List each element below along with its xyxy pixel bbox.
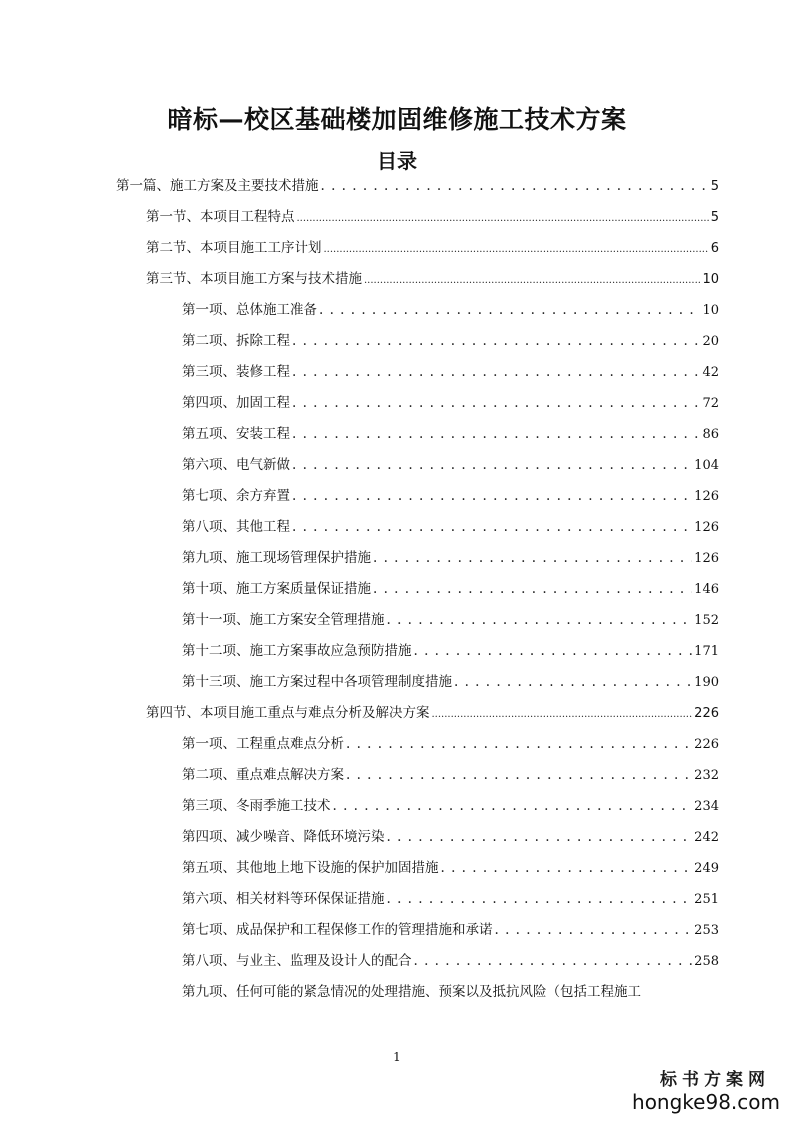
dot-leader bbox=[324, 236, 709, 262]
toc-entry[interactable] bbox=[146, 267, 719, 291]
toc-entry-page: 5 bbox=[710, 210, 719, 225]
toc-entry[interactable] bbox=[182, 980, 727, 1004]
toc-entry-page: 72 bbox=[702, 396, 719, 411]
watermark-url: hongke98.com bbox=[632, 1090, 780, 1114]
toc-entry-label: 第四项、加固工程 bbox=[182, 395, 290, 411]
toc-entry[interactable] bbox=[182, 453, 719, 477]
toc-entry-label: 第一节、本项目工程特点 bbox=[146, 209, 295, 225]
dot-leader bbox=[373, 546, 692, 570]
toc-entry-page: 171 bbox=[694, 644, 719, 659]
toc-entry[interactable] bbox=[116, 174, 719, 198]
dot-leader bbox=[495, 918, 693, 942]
toc-heading: 目录 bbox=[377, 149, 417, 173]
toc-entry[interactable] bbox=[182, 391, 719, 415]
dot-leader bbox=[387, 887, 693, 911]
toc-entry[interactable] bbox=[182, 825, 719, 849]
toc-entry-label: 第一项、总体施工准备 bbox=[182, 302, 317, 318]
dot-leader bbox=[292, 453, 692, 477]
dot-leader bbox=[333, 794, 693, 818]
toc-entry[interactable] bbox=[182, 515, 719, 539]
toc-entry-label: 第七项、成品保护和工程保修工作的管理措施和承诺 bbox=[182, 922, 493, 938]
toc-entry[interactable] bbox=[182, 887, 719, 911]
toc-entry-label: 第四项、减少噪音、降低环境污染 bbox=[182, 829, 385, 845]
toc-entry[interactable] bbox=[182, 329, 719, 353]
toc-entry-page: 226 bbox=[694, 706, 719, 721]
dot-leader bbox=[387, 608, 693, 632]
dot-leader bbox=[292, 515, 692, 539]
toc-entry-page: 226 bbox=[694, 737, 719, 752]
toc-entry[interactable] bbox=[182, 856, 719, 880]
toc-entry-page: 234 bbox=[694, 799, 719, 814]
toc-entry[interactable] bbox=[146, 205, 719, 229]
toc-entry-label: 第十二项、施工方案事故应急预防措施 bbox=[182, 643, 412, 659]
toc-entry[interactable] bbox=[182, 608, 719, 632]
toc-entry-label: 第八项、其他工程 bbox=[182, 519, 290, 535]
toc-entry-page: 86 bbox=[702, 427, 719, 442]
toc-entry-page: 10 bbox=[702, 272, 719, 287]
toc-entry-label: 第五项、其他地上地下设施的保护加固措施 bbox=[182, 860, 439, 876]
toc-entry-label: 第五项、安装工程 bbox=[182, 426, 290, 442]
toc-entry-label: 第四节、本项目施工重点与难点分析及解决方案 bbox=[146, 705, 430, 721]
dot-leader bbox=[364, 267, 700, 293]
dot-leader bbox=[321, 174, 709, 198]
dot-leader bbox=[414, 949, 693, 973]
toc-entry-page: 42 bbox=[702, 365, 719, 380]
dot-leader bbox=[346, 732, 692, 756]
toc-entry[interactable] bbox=[182, 949, 719, 973]
dot-leader bbox=[292, 329, 700, 353]
toc-entry-label: 第十三项、施工方案过程中各项管理制度措施 bbox=[182, 674, 452, 690]
toc-entry[interactable] bbox=[146, 236, 719, 260]
watermark bbox=[632, 1065, 780, 1114]
toc-entry-label: 第十一项、施工方案安全管理措施 bbox=[182, 612, 385, 628]
toc-entry[interactable] bbox=[182, 670, 719, 694]
toc-entry-page: 104 bbox=[694, 458, 719, 473]
toc-entry-page: 152 bbox=[694, 613, 719, 628]
toc-entry-label: 第九项、任何可能的紧急情况的处理措施、预案以及抵抗风险（包括工程施工 bbox=[182, 984, 641, 1000]
toc-entry[interactable] bbox=[182, 918, 719, 942]
toc-entry-label: 第十项、施工方案质量保证措施 bbox=[182, 581, 371, 597]
toc-entry-label: 第九项、施工现场管理保护措施 bbox=[182, 550, 371, 566]
toc-entry[interactable] bbox=[182, 763, 719, 787]
dot-leader bbox=[454, 670, 692, 694]
dot-leader bbox=[441, 856, 693, 880]
toc-entry[interactable] bbox=[182, 360, 719, 384]
toc-entry-page: 5 bbox=[710, 179, 719, 194]
toc-entry[interactable] bbox=[146, 701, 719, 725]
dot-leader bbox=[319, 298, 700, 322]
toc-entry[interactable] bbox=[182, 298, 719, 322]
toc-entry-label: 第八项、与业主、监理及设计人的配合 bbox=[182, 953, 412, 969]
dot-leader bbox=[292, 422, 700, 446]
toc-entry[interactable] bbox=[182, 484, 719, 508]
toc-entry-page: 242 bbox=[694, 830, 719, 845]
toc-entry-page: 253 bbox=[694, 923, 719, 938]
toc-entry-label: 第七项、余方弃置 bbox=[182, 488, 290, 504]
toc-entry-page: 126 bbox=[694, 520, 719, 535]
toc-entry-label: 第六项、相关材料等环保保证措施 bbox=[182, 891, 385, 907]
toc-entry-page: 6 bbox=[710, 241, 719, 256]
toc-entry-label: 第三项、装修工程 bbox=[182, 364, 290, 380]
toc-entry-label: 第三项、冬雨季施工技术 bbox=[182, 798, 331, 814]
toc-entry-label: 第一项、工程重点难点分析 bbox=[182, 736, 344, 752]
dot-leader bbox=[387, 825, 693, 849]
toc-entry[interactable] bbox=[182, 732, 719, 756]
toc-entry-page: 258 bbox=[694, 954, 719, 969]
toc-entry[interactable] bbox=[182, 794, 719, 818]
toc-entry-label: 第二项、重点难点解决方案 bbox=[182, 767, 344, 783]
dot-leader bbox=[432, 701, 693, 727]
toc-entry[interactable] bbox=[182, 577, 719, 601]
toc-entry-page: 146 bbox=[694, 582, 719, 597]
toc-entry-label: 第三节、本项目施工方案与技术措施 bbox=[146, 271, 362, 287]
dot-leader bbox=[373, 577, 692, 601]
toc-entry-label: 第二节、本项目施工工序计划 bbox=[146, 240, 322, 256]
page-number: 1 bbox=[393, 1050, 401, 1064]
toc-entry-page: 232 bbox=[694, 768, 719, 783]
toc-entry-page: 249 bbox=[694, 861, 719, 876]
toc-entry-label: 第一篇、施工方案及主要技术措施 bbox=[116, 178, 319, 194]
toc-entry[interactable] bbox=[182, 639, 719, 663]
toc-entry-page: 126 bbox=[694, 489, 719, 504]
toc-entry-page: 190 bbox=[694, 675, 719, 690]
toc-entry-page: 10 bbox=[702, 303, 719, 318]
toc-entry-label: 第六项、电气新做 bbox=[182, 457, 290, 473]
dot-leader bbox=[346, 763, 692, 787]
toc-entry[interactable] bbox=[182, 546, 719, 570]
dot-leader bbox=[292, 360, 700, 384]
toc-entry[interactable] bbox=[182, 422, 719, 446]
toc-entry-label: 第二项、拆除工程 bbox=[182, 333, 290, 349]
document-title: 暗标—校区基础楼加固维修施工技术方案 bbox=[167, 105, 627, 134]
dot-leader bbox=[414, 639, 693, 663]
toc-entry-page: 20 bbox=[702, 334, 719, 349]
dot-leader bbox=[292, 484, 692, 508]
toc-entry-page: 126 bbox=[694, 551, 719, 566]
watermark-brand: 标书方案网 bbox=[660, 1070, 770, 1090]
dot-leader bbox=[292, 391, 700, 415]
dot-leader bbox=[297, 205, 709, 231]
toc-entry-page: 251 bbox=[694, 892, 719, 907]
